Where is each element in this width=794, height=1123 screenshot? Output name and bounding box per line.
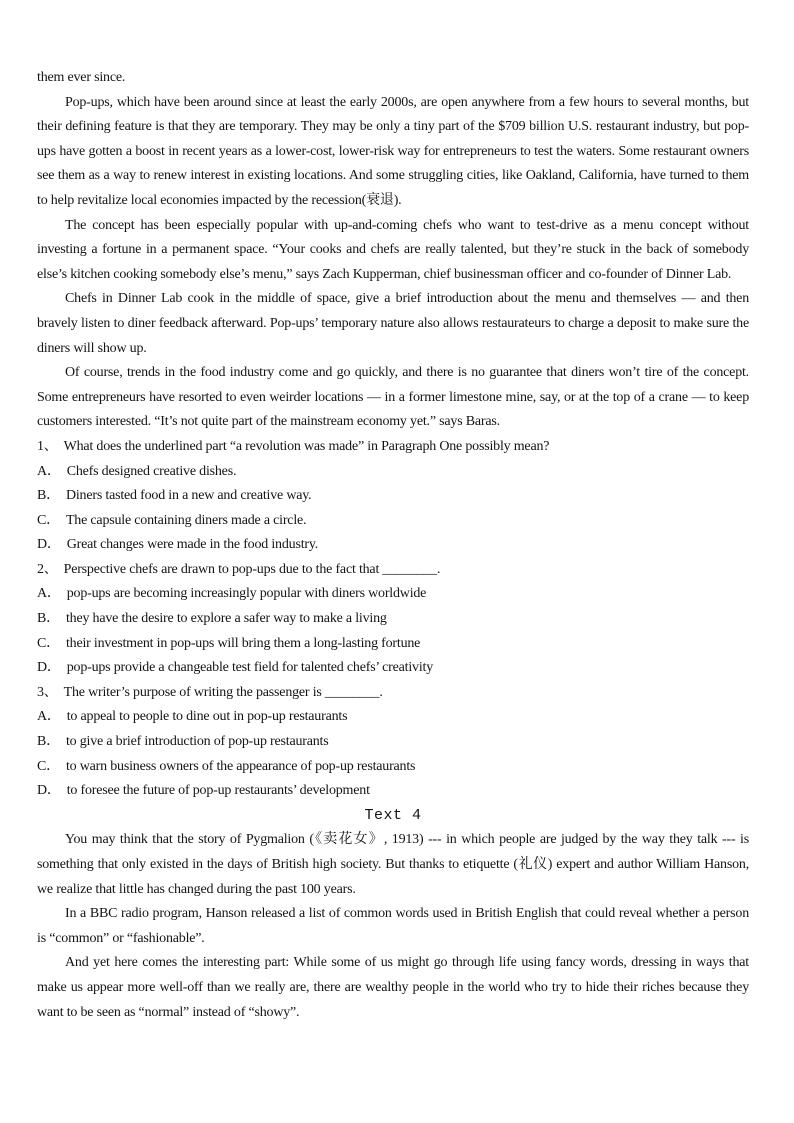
- text4-paragraph-pygmalion: You may think that the story of Pygmalion (《卖花女》, 1913) --- in which people are judged by the way they talk --- is something that only existed in the days of British high society. But thanks to etiquette (礼仪) expert and author William Hanson, we realize that little has changed during the past 100 years.: [37, 832, 749, 897]
- question-1-number: 1、: [37, 438, 58, 454]
- passage-paragraph-trends: Of course, trends in the food industry come and go quickly, and there is no guarantee that diners won’t tire of the concept. Some entrepreneurs have resorted to even weirder locations — in a former limestone mine, say, or at the top of a crane — to keep customers interested. “It’s not quite part of the mainstream economy yet.” says Baras.: [37, 365, 749, 430]
- passage-paragraph-dinner-lab: Chefs in Dinner Lab cook in the middle of space, give a brief introduction about the menu and themselves — and then bravely listen to diner feedback afterward. Pop-ups’ temporary nature also allows restaurateurs to charge a deposit to make sure the diners will show up.: [37, 291, 749, 356]
- question-2-option-b: [37, 607, 749, 632]
- question-3-option-b-text: to give a brief introduction of pop-up restaurants: [65, 734, 329, 750]
- page-content: [37, 66, 749, 1025]
- question-2-option-d-label: D．: [37, 660, 61, 676]
- question-2-option-d-text: pop-ups provide a changeable test field for talented chefs’ creativity: [66, 660, 434, 676]
- question-2-number: 2、: [37, 561, 58, 577]
- question-3-option-c-text: to warn business owners of the appearance of pop-up restaurants: [65, 758, 416, 774]
- question-3-option-c: [37, 755, 749, 780]
- passage-paragraph-concept: The concept has been especially popular with up-and-coming chefs who want to test-drive as a menu concept without investing a fortune in a permanent space. “Your cooks and chefs are really talented, but they’re stuck in the back of somebody else’s kitchen cooking somebody else’s menu,” says Zach Kupperman, chief businessman officer and co-founder of Dinner Lab.: [37, 217, 749, 282]
- question-3: [37, 681, 749, 804]
- question-3-option-a: [37, 705, 749, 730]
- question-2-option-c-label: C．: [37, 635, 60, 651]
- question-3-option-a-text: to appeal to people to dine out in pop-up restaurants: [66, 709, 348, 725]
- question-3-option-b: [37, 730, 749, 755]
- question-2-option-a: [37, 582, 749, 607]
- question-2-option-b-label: B．: [37, 611, 60, 627]
- question-1-stem-row: [37, 435, 749, 460]
- passage-continuation-line: them ever since.: [37, 70, 126, 85]
- question-1-option-a: [37, 460, 749, 485]
- question-3-option-c-label: C．: [37, 758, 60, 774]
- question-2-option-a-label: A．: [37, 586, 61, 602]
- question-2-stem-row: [37, 558, 749, 583]
- question-2: [37, 558, 749, 681]
- question-1-option-b-text: Diners tasted food in a new and creative way.: [65, 488, 312, 504]
- question-3-number: 3、: [37, 684, 58, 700]
- question-3-option-a-label: A．: [37, 709, 61, 725]
- question-1-option-c-label: C．: [37, 512, 60, 528]
- question-3-option-d: [37, 779, 749, 804]
- section-heading-text-4: Text 4: [364, 806, 422, 824]
- question-1: [37, 435, 749, 558]
- question-3-option-d-label: D．: [37, 783, 61, 799]
- question-2-option-d: [37, 656, 749, 681]
- question-1-option-a-label: A．: [37, 463, 61, 479]
- question-2-option-c-text: their investment in pop-ups will bring them a long-lasting fortune: [65, 635, 421, 651]
- question-1-option-d-text: Great changes were made in the food industry.: [66, 537, 319, 553]
- question-2-stem: Perspective chefs are drawn to pop-ups due to the fact that ________.: [63, 561, 441, 577]
- question-3-stem-row: [37, 681, 749, 706]
- question-2-option-a-text: pop-ups are becoming increasingly popular with diners worldwide: [66, 586, 427, 602]
- question-1-option-b: [37, 484, 749, 509]
- question-2-option-b-text: they have the desire to explore a safer way to make a living: [65, 611, 387, 627]
- question-1-option-d-label: D．: [37, 537, 61, 553]
- question-3-option-d-text: to foresee the future of pop-up restaurants’ development: [66, 783, 370, 799]
- question-1-option-d: [37, 533, 749, 558]
- text4-paragraph-interesting-part: And yet here comes the interesting part: While some of us might go through life using fancy words, dressing in ways that make us appear more well-off than we really are, there are wealthy people in the world who try to hide their riches because they want to be seen as “normal” instead of “showy”.: [37, 955, 749, 1020]
- passage-paragraph-popups: Pop-ups, which have been around since at least the early 2000s, are open anywhere from a few hours to several months, but their defining feature is that they are temporary. They may be only a tiny part of the $709 billion U.S. restaurant industry, but pop-ups have gotten a boost in recent years as a lower-cost, lower-risk way for entrepreneurs to test the waters. Some restaurant owners see them as a way to renew interest in existing locations. And some struggling cities, like Oakland, California, have turned to them to help revitalize local economies impacted by the recession(衰退).: [37, 94, 749, 208]
- question-1-option-c: [37, 509, 749, 534]
- question-1-option-a-text: Chefs designed creative dishes.: [66, 463, 237, 479]
- question-1-option-b-label: B．: [37, 488, 60, 504]
- question-1-option-c-text: The capsule containing diners made a circle.: [65, 512, 307, 528]
- question-3-option-b-label: B．: [37, 734, 60, 750]
- question-2-option-c: [37, 632, 749, 657]
- question-3-stem: The writer’s purpose of writing the passenger is ________.: [63, 684, 383, 700]
- text4-paragraph-bbc: In a BBC radio program, Hanson released a list of common words used in British English that could reveal whether a person is “common” or “fashionable”.: [37, 906, 749, 946]
- question-1-stem: What does the underlined part “a revolution was made” in Paragraph One possibly mean?: [63, 438, 550, 454]
